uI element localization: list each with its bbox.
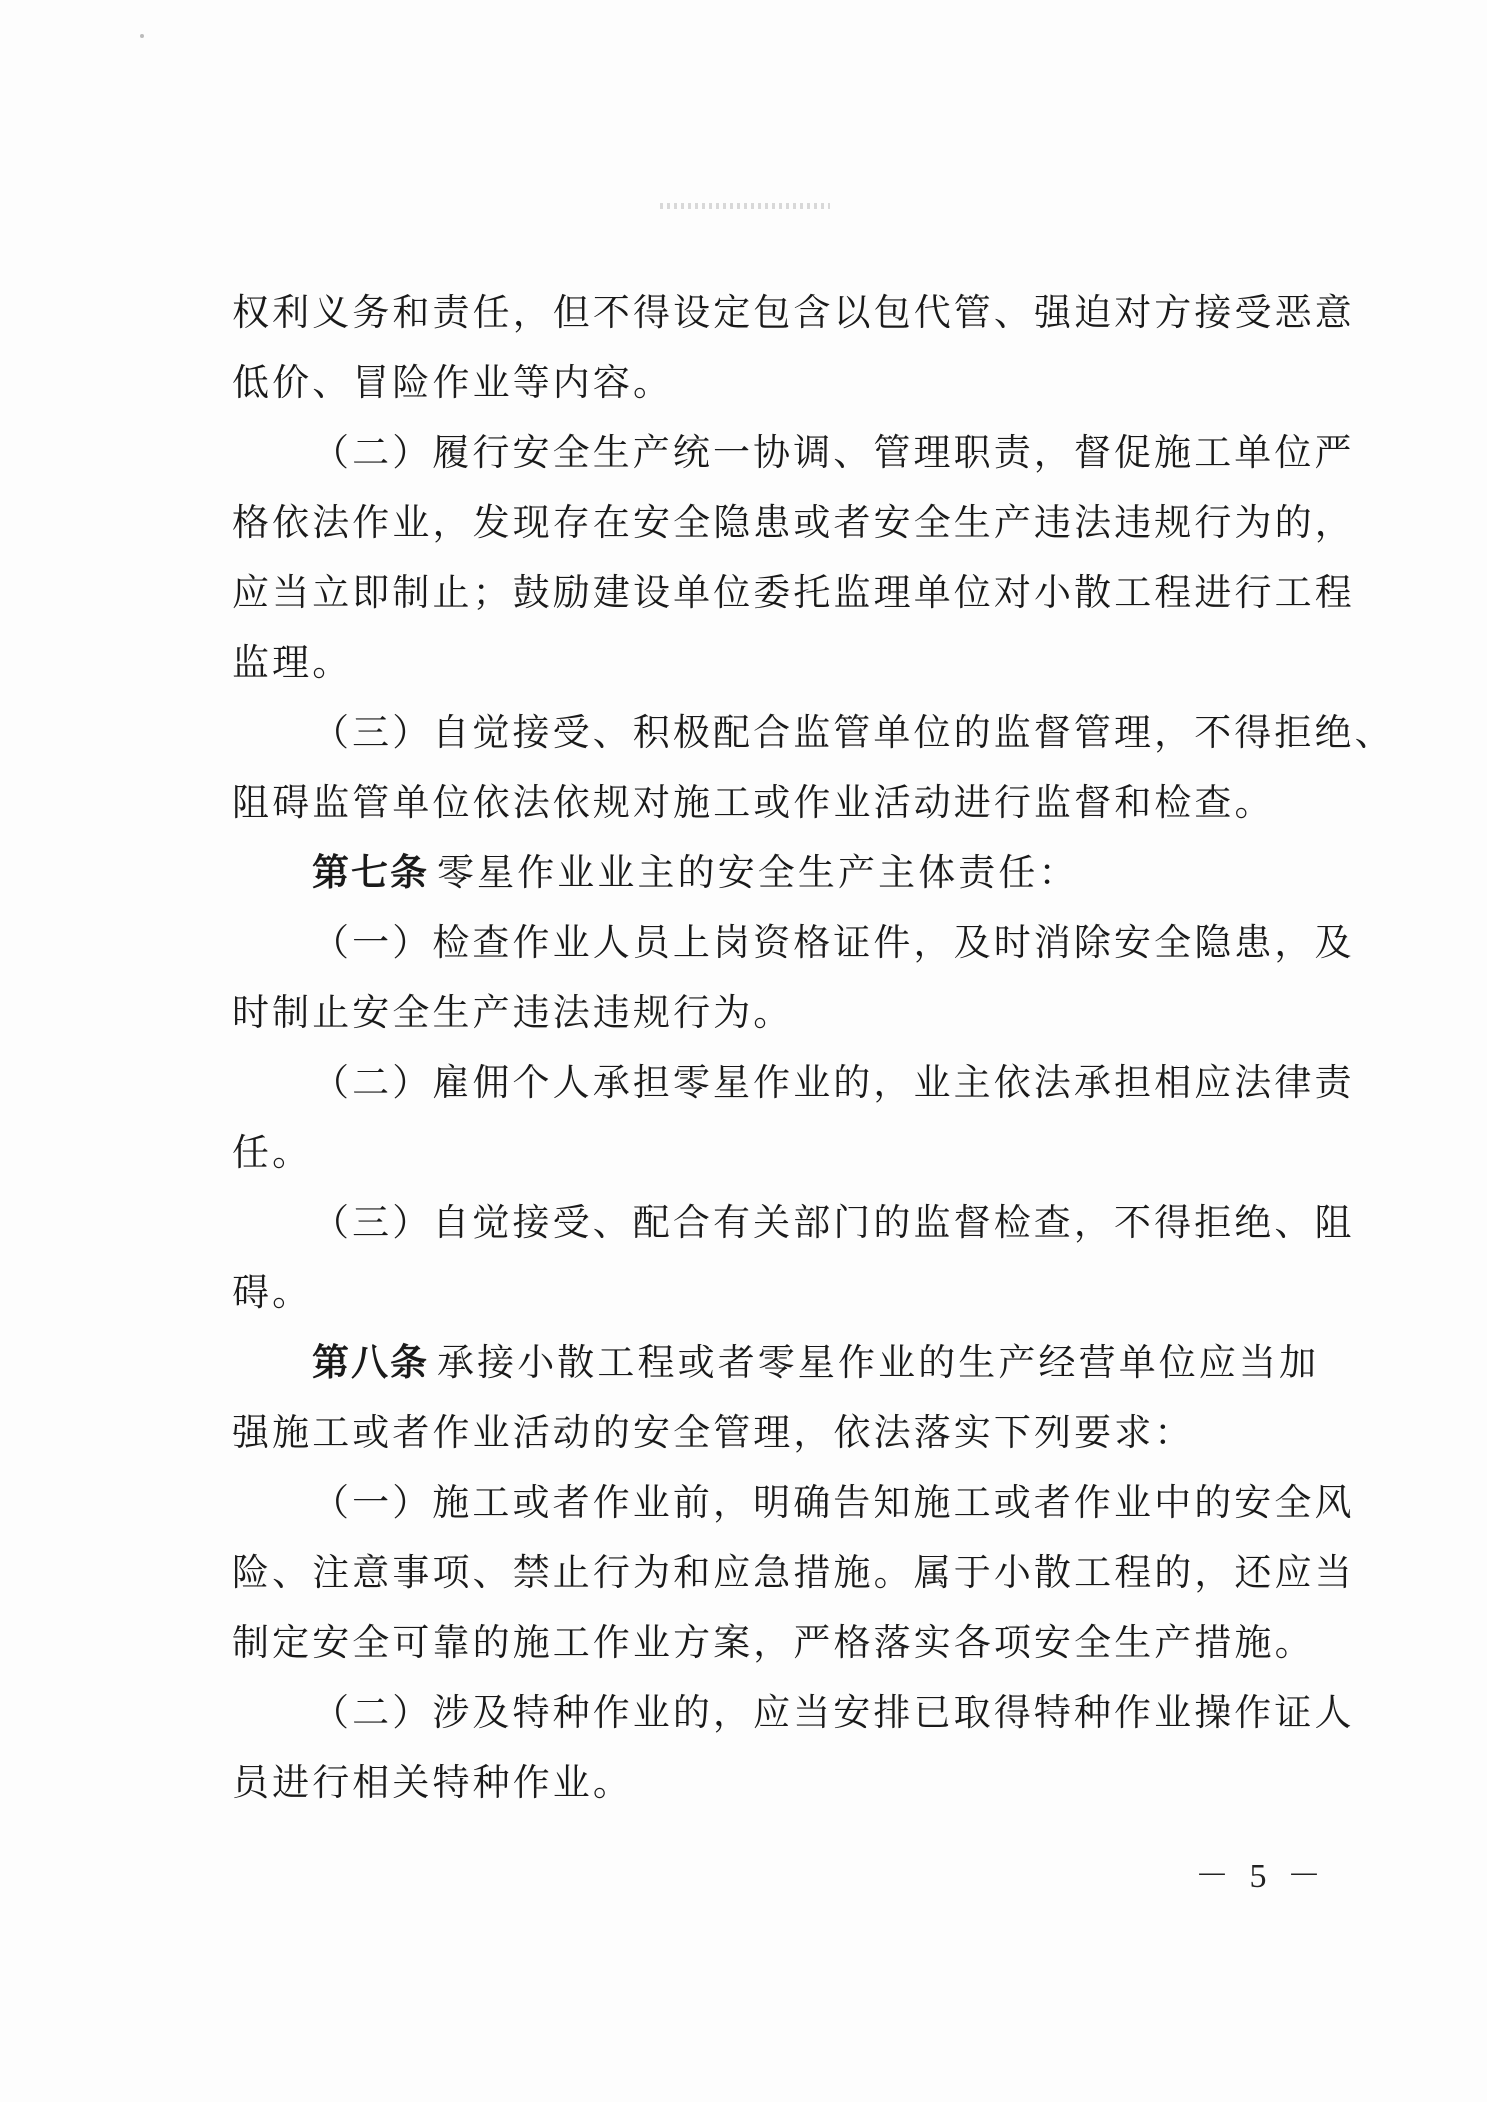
text-line: （一）检查作业人员上岗资格证件，及时消除安全隐患，及 (312, 921, 1355, 964)
article-heading: 第八条 (312, 1341, 429, 1384)
text-line: （二）履行安全生产统一协调、管理职责，督促施工单位严 (312, 431, 1355, 474)
page-number: － 5 － (1195, 1858, 1327, 1895)
text-line: 任。 (232, 1131, 313, 1174)
text-line: （二）雇佣个人承担零星作业的，业主依法承担相应法律责 (312, 1061, 1355, 1104)
text-line: 强施工或者作业活动的安全管理，依法落实下列要求： (232, 1411, 1195, 1454)
document-body (232, 278, 1395, 1818)
text-line: 制定安全可靠的施工作业方案，严格落实各项安全生产措施。 (232, 1621, 1315, 1664)
text-line: 时制止安全生产违法违规行为。 (232, 991, 794, 1034)
article-8-line (232, 1328, 1320, 1398)
scan-speck (140, 34, 144, 38)
article-heading: 第七条 (312, 851, 429, 894)
text-line: （三）自觉接受、配合有关部门的监督检查，不得拒绝、阻 (312, 1201, 1355, 1244)
text-line: 阻碍监管单位依法依规对施工或作业活动进行监督和检查。 (232, 781, 1275, 824)
text-line: 险、注意事项、禁止行为和应急措施。属于小散工程的，还应当 (232, 1551, 1355, 1594)
text-line: 格依法作业，发现存在安全隐患或者安全生产违法违规行为的， (232, 501, 1355, 544)
text-line: 员进行相关特种作业。 (232, 1761, 633, 1804)
scan-artifact (660, 203, 830, 209)
article-7-line (232, 838, 1312, 908)
article-text: 零星作业业主的安全生产主体责任： (437, 851, 1079, 894)
text-line: （一）施工或者作业前，明确告知施工或者作业中的安全风 (312, 1481, 1355, 1524)
article-text: 承接小散工程或者零星作业的生产经营单位应当加 (437, 1341, 1320, 1384)
text-line: 应当立即制止；鼓励建设单位委托监理单位对小散工程进行工程 (232, 571, 1355, 614)
text-line: 监理。 (232, 641, 353, 684)
text-line: 碍。 (232, 1271, 313, 1314)
text-line: （二）涉及特种作业的，应当安排已取得特种作业操作证人 (312, 1691, 1355, 1734)
text-line: （三）自觉接受、积极配合监管单位的监督管理，不得拒绝、 (312, 711, 1395, 754)
text-line: 权利义务和责任，但不得设定包含以包代管、强迫对方接受恶意 (232, 291, 1355, 334)
text-line: 低价、冒险作业等内容。 (232, 361, 674, 404)
